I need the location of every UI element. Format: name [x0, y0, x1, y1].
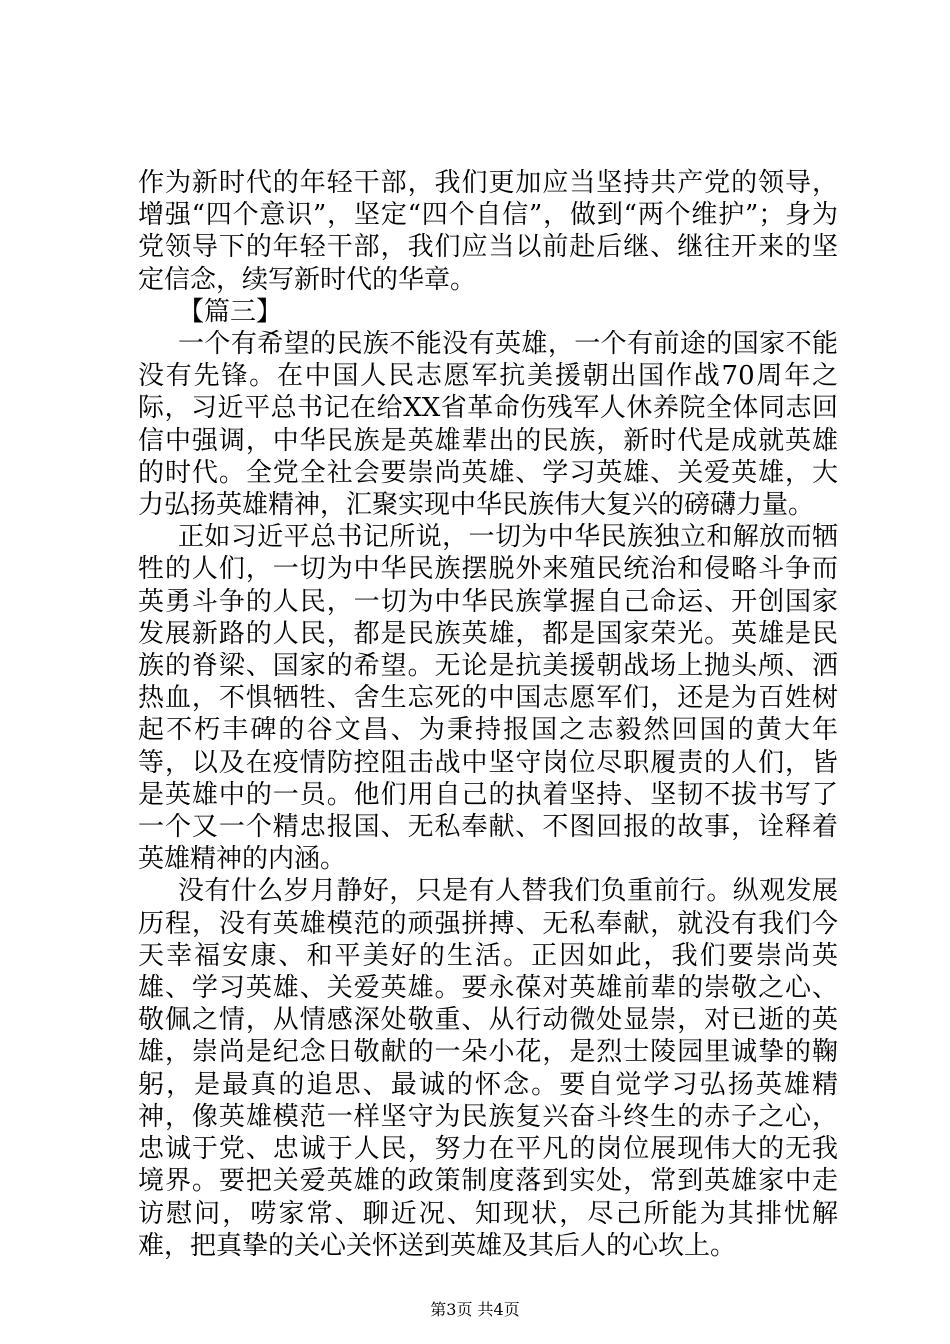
page-footer	[0, 1300, 950, 1320]
section-heading: 【篇三】	[178, 296, 283, 327]
paragraph-1: 一个有希望的民族不能没有英雄，一个有前途的国家不能没有先锋。在中国人民志愿军抗美援朝出国作战70周年之际，习近平总书记在给XX省革命伤残军人休养院全体同志回信中强调，中华民族是英雄辈出的民族，新时代是成就英雄的时代。全党全社会要崇尚英雄、学习英雄、关爱英雄，大力弘扬英雄精神，汇聚实现中华民族伟大复兴的磅礴力量。	[138, 329, 838, 521]
paragraph-3: 没有什么岁月静好，只是有人替我们负重前行。纵观发展历程，没有英雄模范的顽强拼搏、无私奉献，就没有我们今天幸福安康、和平美好的生活。正因如此，我们要崇尚英雄、学习英雄、关爱英雄。要永葆对英雄前辈的崇敬之心、敬佩之情，从情感深处敬重、从行动微处显崇，对已逝的英雄，崇尚是纪念日敬献的一朵小花，是烈士陵园里诚挚的鞠躬，是最真的追思、最诚的怀念。要自觉学习弘扬英雄精神，像英雄模范一样坚守为民族复兴奋斗终生的赤子之心，忠诚于党、忠诚于人民，努力在平凡的岗位展现伟大的无我境界。要把关爱英雄的政策制度落到实处，常到英雄家中走访慰问，唠家常、聊近况、知现状，尽己所能为其排忧解难，把真挚的关心关怀送到英雄及其后人的心坎上。	[138, 876, 838, 1261]
paragraph-2: 正如习近平总书记所说，一切为中华民族独立和解放而牺牲的人们，一切为中华民族摆脱外来殖民统治和侵略斗争而英勇斗争的人民，一切为中华民族掌握自己命运、开创国家发展新路的人民，都是民族英雄，都是国家荣光。英雄是民族的脊梁、国家的希望。无论是抗美援朝战场上抛头颅、洒热血，不惧牺牲、舍生忘死的中国志愿军们，还是为百姓树起不朽丰碑的谷文昌、为秉持报国之志毅然回国的黄大年等，以及在疫情防控阻击战中坚守岗位尽职履责的人们，皆是英雄中的一员。他们用自己的执着坚持、坚韧不拔书写了一个又一个精忠报国、无私奉献、不图回报的故事，诠释着英雄精神的内涵。	[138, 522, 838, 875]
paragraph-continuation: 作为新时代的年轻干部，我们更加应当坚持共产党的领导，增强“四个意识”，坚定“四个自信”，做到“两个维护”；身为党领导下的年轻干部，我们应当以前赴后继、继往开来的坚定信念，续写新时代的华章。	[138, 168, 838, 295]
document-body	[138, 167, 838, 1262]
page-number: 第3页 共4页	[430, 1300, 520, 1319]
